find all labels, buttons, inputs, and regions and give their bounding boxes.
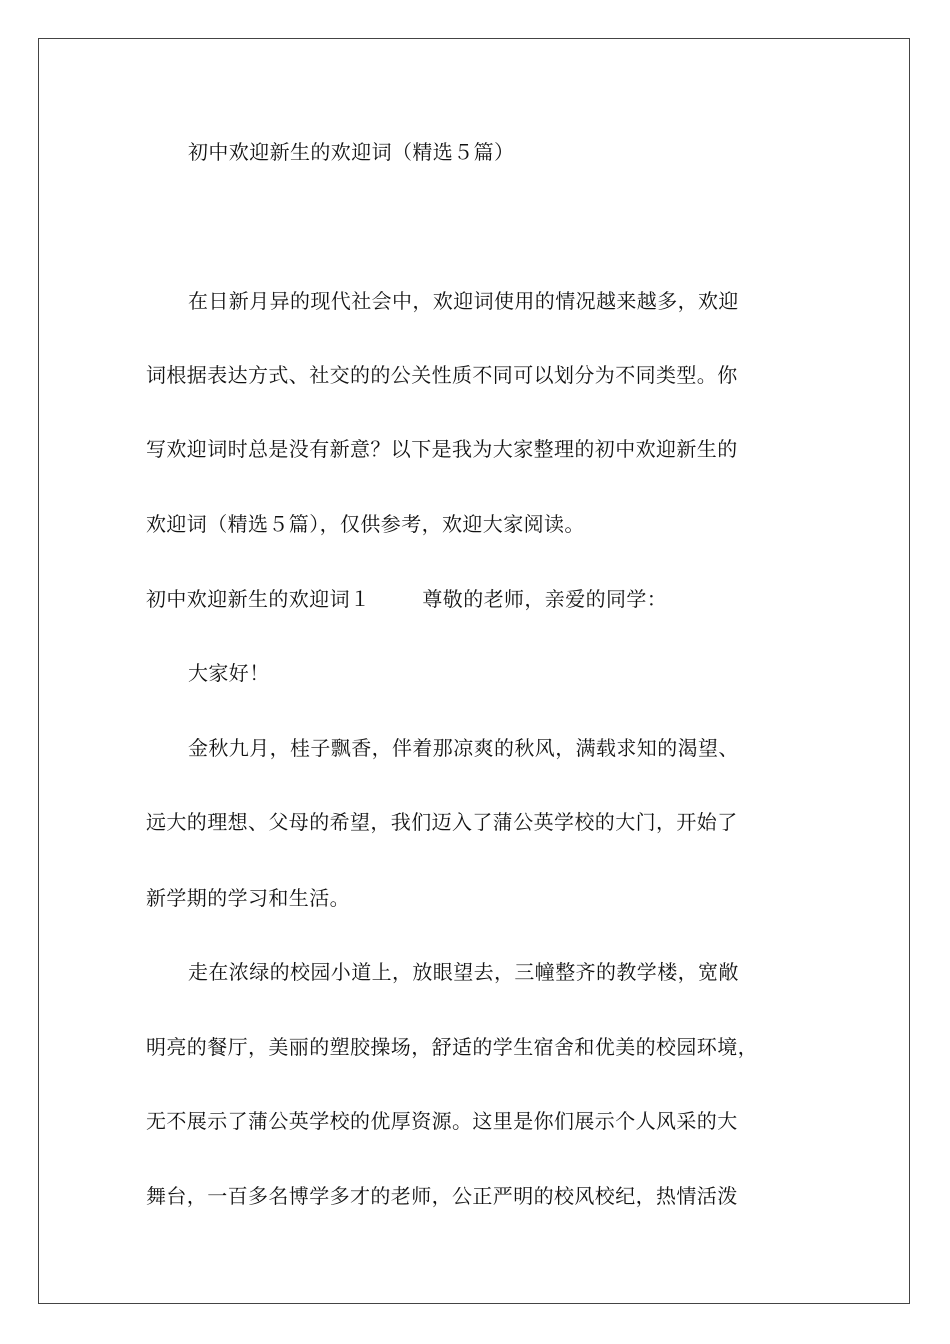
intro-line-3: 写欢迎词时总是没有新意？以下是我为大家整理的初中欢迎新生的: [146, 437, 738, 461]
para3-line-4: 舞台，一百多名博学多才的老师，公正严明的校风校纪，热情活泼: [146, 1184, 738, 1208]
section-heading-row: [146, 585, 667, 613]
section-heading: 初中欢迎新生的欢迎词１: [146, 587, 371, 611]
para3-line-1: 走在浓绿的校园小道上，放眼望去，三幢整齐的教学楼，宽敞: [188, 960, 739, 984]
greeting: 大家好！: [188, 661, 270, 685]
para3-line-3: 无不展示了蒲公英学校的优厚资源。这里是你们展示个人风采的大: [146, 1109, 738, 1133]
intro-line-2: 词根据表达方式、社交的的公关性质不同可以划分为不同类型。你: [146, 363, 738, 387]
para2-line-2: 远大的理想、父母的希望，我们迈入了蒲公英学校的大门，开始了: [146, 810, 738, 834]
para2-line-1: 金秋九月，桂子飘香，伴着那凉爽的秋风，满载求知的渴望、: [188, 736, 739, 760]
intro-line-4: 欢迎词（精选５篇），仅供参考，欢迎大家阅读。: [146, 512, 585, 536]
para2-line-3: 新学期的学习和生活。: [146, 886, 350, 910]
intro-line-1: 在日新月异的现代社会中，欢迎词使用的情况越来越多，欢迎: [188, 289, 739, 313]
para3-line-2: 明亮的餐厅，美丽的塑胶操场，舒适的学生宿舍和优美的校园环境，: [146, 1035, 758, 1059]
document-title: 初中欢迎新生的欢迎词（精选５篇）: [188, 140, 515, 164]
salutation: 尊敬的老师，亲爱的同学：: [422, 587, 668, 611]
